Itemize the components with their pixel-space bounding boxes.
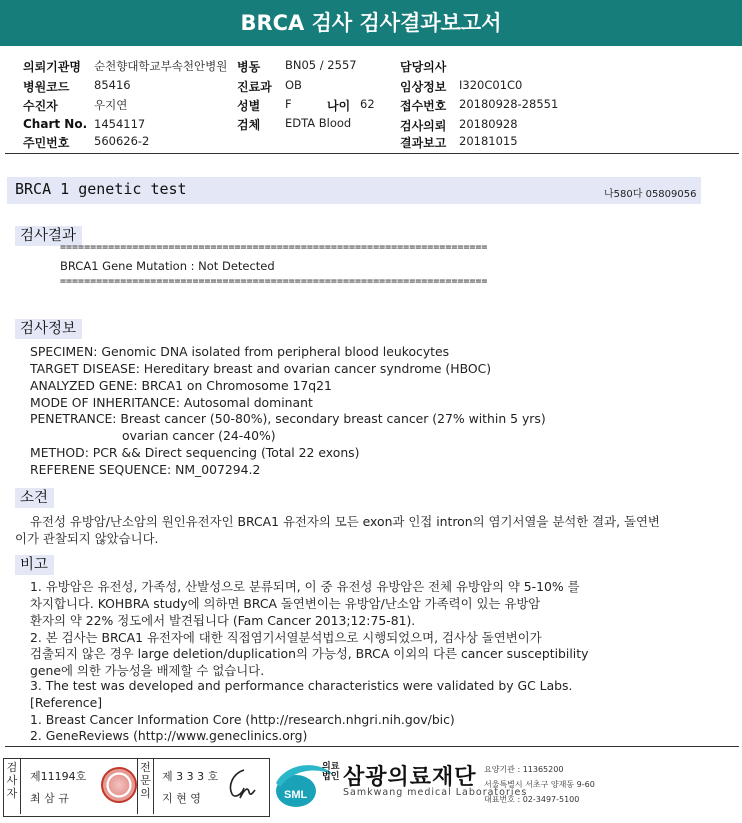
label-clinical-info: 임상정보 xyxy=(400,80,447,94)
label-department: 진료과 xyxy=(237,80,272,94)
specialist-name: 지 현 영 xyxy=(162,792,201,805)
remarks-line-7: 3. The test was developed and performance characteristics were validated by GC Labs. xyxy=(30,678,573,693)
info-target-disease: TARGET DISEASE: Hereditary breast and ovarian cancer syndrome (HBOC) xyxy=(30,361,492,376)
test-title: BRCA 1 genetic test xyxy=(15,180,187,198)
remarks-reference-2: 2. GeneReviews (http://www.geneclinics.org) xyxy=(30,728,308,743)
remarks-line-1: 1. 유방암은 유전성, 가족성, 산발성으로 분류되며, 이 중 유전성 유방암은 전체 유방암의 약 5-10% 를 xyxy=(30,579,580,594)
label-institution: 의뢰기관명 xyxy=(23,60,81,74)
findings-line-1: 유전성 유방암/난소암의 원인유전자인 BRCA1 유전자의 모든 exon과 인접 intron의 염기서열을 분석한 결과, 돌연변 xyxy=(30,514,660,529)
label-ward: 병동 xyxy=(237,60,261,74)
findings-heading: 소견 xyxy=(15,488,54,508)
label-doctor: 담당의사 xyxy=(400,60,447,74)
value-report-date: 20181015 xyxy=(459,134,518,148)
examiner-license: 제11194호 xyxy=(30,770,87,783)
label-age: 나이 xyxy=(327,99,351,113)
label-receipt-no: 접수번호 xyxy=(400,99,447,113)
value-age: 62 xyxy=(360,97,375,111)
phone: 대표번호 : 02-3497-5100 xyxy=(484,795,580,804)
brand-small: 의료법인 xyxy=(322,762,340,782)
remarks-line-5: 검출되지 않은 경우 large deletion/duplication의 가능성, BRCA 이외의 다른 cancer susceptibility xyxy=(30,646,589,661)
remarks-line-6: gene에 의한 가능성을 배제할 수 없습니다. xyxy=(30,663,265,678)
remarks-reference-1: 1. Breast Cancer Information Core (http://research.nhgri.nih.gov/bic) xyxy=(30,712,455,727)
remarks-heading: 비고 xyxy=(15,555,54,575)
specialist-label xyxy=(137,759,154,814)
brand-english: Samkwang medical Laboratories xyxy=(343,787,528,798)
findings-line-2: 이가 관찰되지 않았습니다. xyxy=(15,531,159,546)
info-analyzed-gene: ANALYZED GENE: BRCA1 on Chromosome 17q21 xyxy=(30,378,332,393)
value-patient: 우지연 xyxy=(94,98,128,112)
result-separator-top: ======================================================================= xyxy=(60,242,488,253)
specialist-signature xyxy=(222,764,262,804)
specialist-license: 제 3 3 3 호 xyxy=(162,770,219,783)
label-chart-no: Chart No. xyxy=(23,117,88,131)
value-receipt-no: 20180928-28551 xyxy=(459,97,559,111)
report-title: BRCA 검사 검사결과보고서 xyxy=(0,0,742,46)
label-hospital-code: 병원코드 xyxy=(23,80,70,94)
value-chart-no: 1454117 xyxy=(94,117,146,131)
info-penetrance-ovarian: ovarian cancer (24-40%) xyxy=(122,428,276,443)
brand-name: 삼광의료재단 xyxy=(343,765,477,790)
specialist-label-text: 전문의 xyxy=(140,761,151,800)
examiner-name: 최 삼 규 xyxy=(30,792,69,805)
value-sex: F xyxy=(285,97,292,111)
remarks-line-4: 2. 본 검사는 BRCA1 유전자에 대한 직접염기서열분석법으로 시행되었으며, 검사상 돌연변이가 xyxy=(30,630,542,645)
result-separator-bottom: ======================================================================= xyxy=(60,276,488,287)
value-ward: BN05 / 2557 xyxy=(285,58,357,72)
value-department: OB xyxy=(285,78,302,92)
info-reference-sequence: REFERENE SEQUENCE: NM_007294.2 xyxy=(30,462,261,477)
info-method: METHOD: PCR && Direct sequencing (Total 22 exons) xyxy=(30,445,360,460)
agency-code: 요양기관 : 11365200 xyxy=(484,765,564,774)
address: 서울특별시 서초구 양재동 9-60 xyxy=(484,780,595,789)
remarks-line-2: 차지합니다. KOHBRA study에 의하면 BRCA 돌연변이는 유방암/난소암 가족력이 있는 유방암 xyxy=(30,596,541,611)
label-patient: 수진자 xyxy=(23,99,58,113)
info-specimen: SPECIMEN: Genomic DNA isolated from peripheral blood leukocytes xyxy=(30,344,450,359)
value-clinical-info: I320C01C0 xyxy=(459,78,523,92)
sml-logo-text: SML xyxy=(284,789,308,801)
value-resident-no: 560626-2 xyxy=(94,134,150,148)
value-specimen: EDTA Blood xyxy=(285,116,352,130)
test-code: 나580다 05809056 xyxy=(604,189,697,200)
info-inheritance: MODE OF INHERITANCE: Autosomal dominant xyxy=(30,395,313,410)
remarks-line-8: [Reference] xyxy=(30,695,103,710)
label-request-date: 검사의뢰 xyxy=(400,119,447,133)
label-specimen: 검체 xyxy=(237,118,261,132)
value-institution: 순천향대학교부속천안병원 xyxy=(94,59,228,73)
label-report-date: 결과보고 xyxy=(400,136,447,150)
result-heading: 검사결과 xyxy=(15,226,82,246)
remarks-line-3: 환자의 약 22% 정도에서 발견됩니다 (Fam Cancer 2013;12:75-81). xyxy=(30,613,416,628)
examiner-seal xyxy=(101,767,137,803)
result-mutation: BRCA1 Gene Mutation : Not Detected xyxy=(60,259,275,273)
header-divider xyxy=(5,153,739,154)
examiner-label xyxy=(4,759,21,814)
value-hospital-code: 85416 xyxy=(94,78,131,92)
value-request-date: 20180928 xyxy=(459,117,518,131)
info-penetrance: PENETRANCE: Breast cancer (50-80%), secondary breast cancer (27% within 5 yrs) xyxy=(30,411,546,426)
info-heading: 검사정보 xyxy=(15,319,82,339)
label-sex: 성별 xyxy=(237,99,261,113)
footer-divider xyxy=(5,746,739,747)
examiner-label-text: 검사자 xyxy=(6,761,18,800)
label-resident-no: 주민번호 xyxy=(23,136,70,150)
